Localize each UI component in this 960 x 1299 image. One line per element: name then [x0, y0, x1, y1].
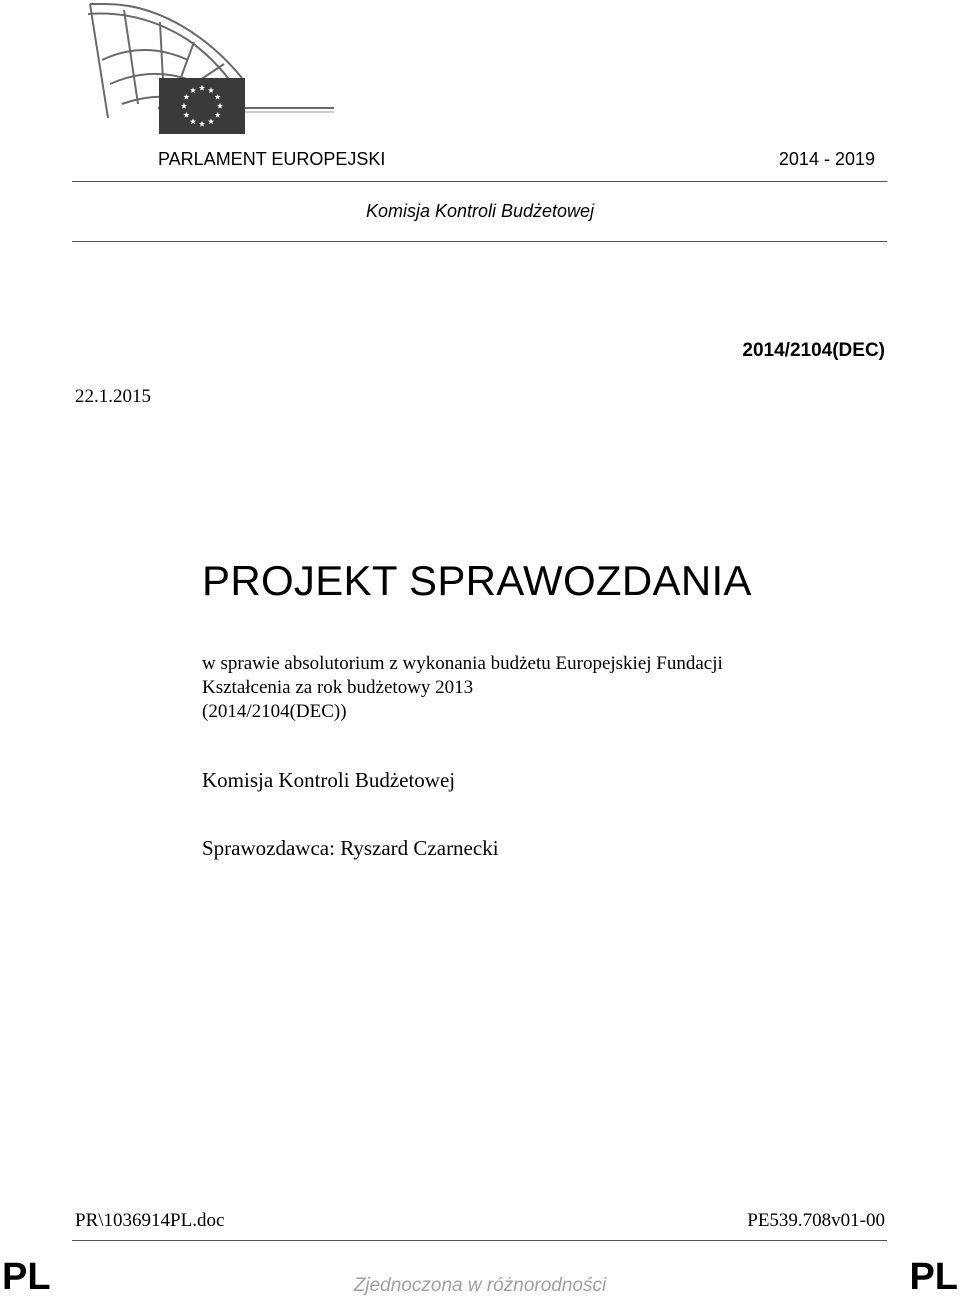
subject-line: (2014/2104(DEC)): [202, 701, 347, 722]
document-date: 22.1.2015: [75, 386, 151, 407]
document-subject: [202, 652, 842, 724]
european-parliament-logo: [84, 0, 336, 140]
language-code-left: PL: [2, 1256, 51, 1298]
subject-line: w sprawie absolutorium z wykonania budżetu Europejskiej Fundacji: [202, 653, 723, 674]
footer-rule: [72, 1240, 887, 1241]
committee-header: Komisja Kontroli Budżetowej: [365, 201, 595, 221]
language-code-right: PL: [909, 1256, 958, 1298]
parliamentary-term: 2014 - 2019: [778, 149, 875, 169]
document-title: PROJEKT SPRAWOZDANIA: [202, 557, 752, 604]
rapporteur: Sprawozdawca: Ryszard Czarnecki: [202, 836, 499, 860]
eu-motto: Zjednoczona w różnorodności: [353, 1275, 607, 1296]
institution-name: PARLAMENT EUROPEJSKI: [158, 149, 386, 169]
header-rule-bottom: [72, 241, 887, 242]
responsible-committee: Komisja Kontroli Budżetowej: [202, 768, 456, 792]
pe-reference: PE539.708v01-00: [747, 1210, 885, 1231]
subject-line: Kształcenia za rok budżetowy 2013: [202, 677, 474, 698]
procedure-number: 2014/2104(DEC): [742, 340, 885, 361]
doc-reference: PR\1036914PL.doc: [75, 1210, 225, 1231]
header-rule-top: [72, 181, 887, 182]
